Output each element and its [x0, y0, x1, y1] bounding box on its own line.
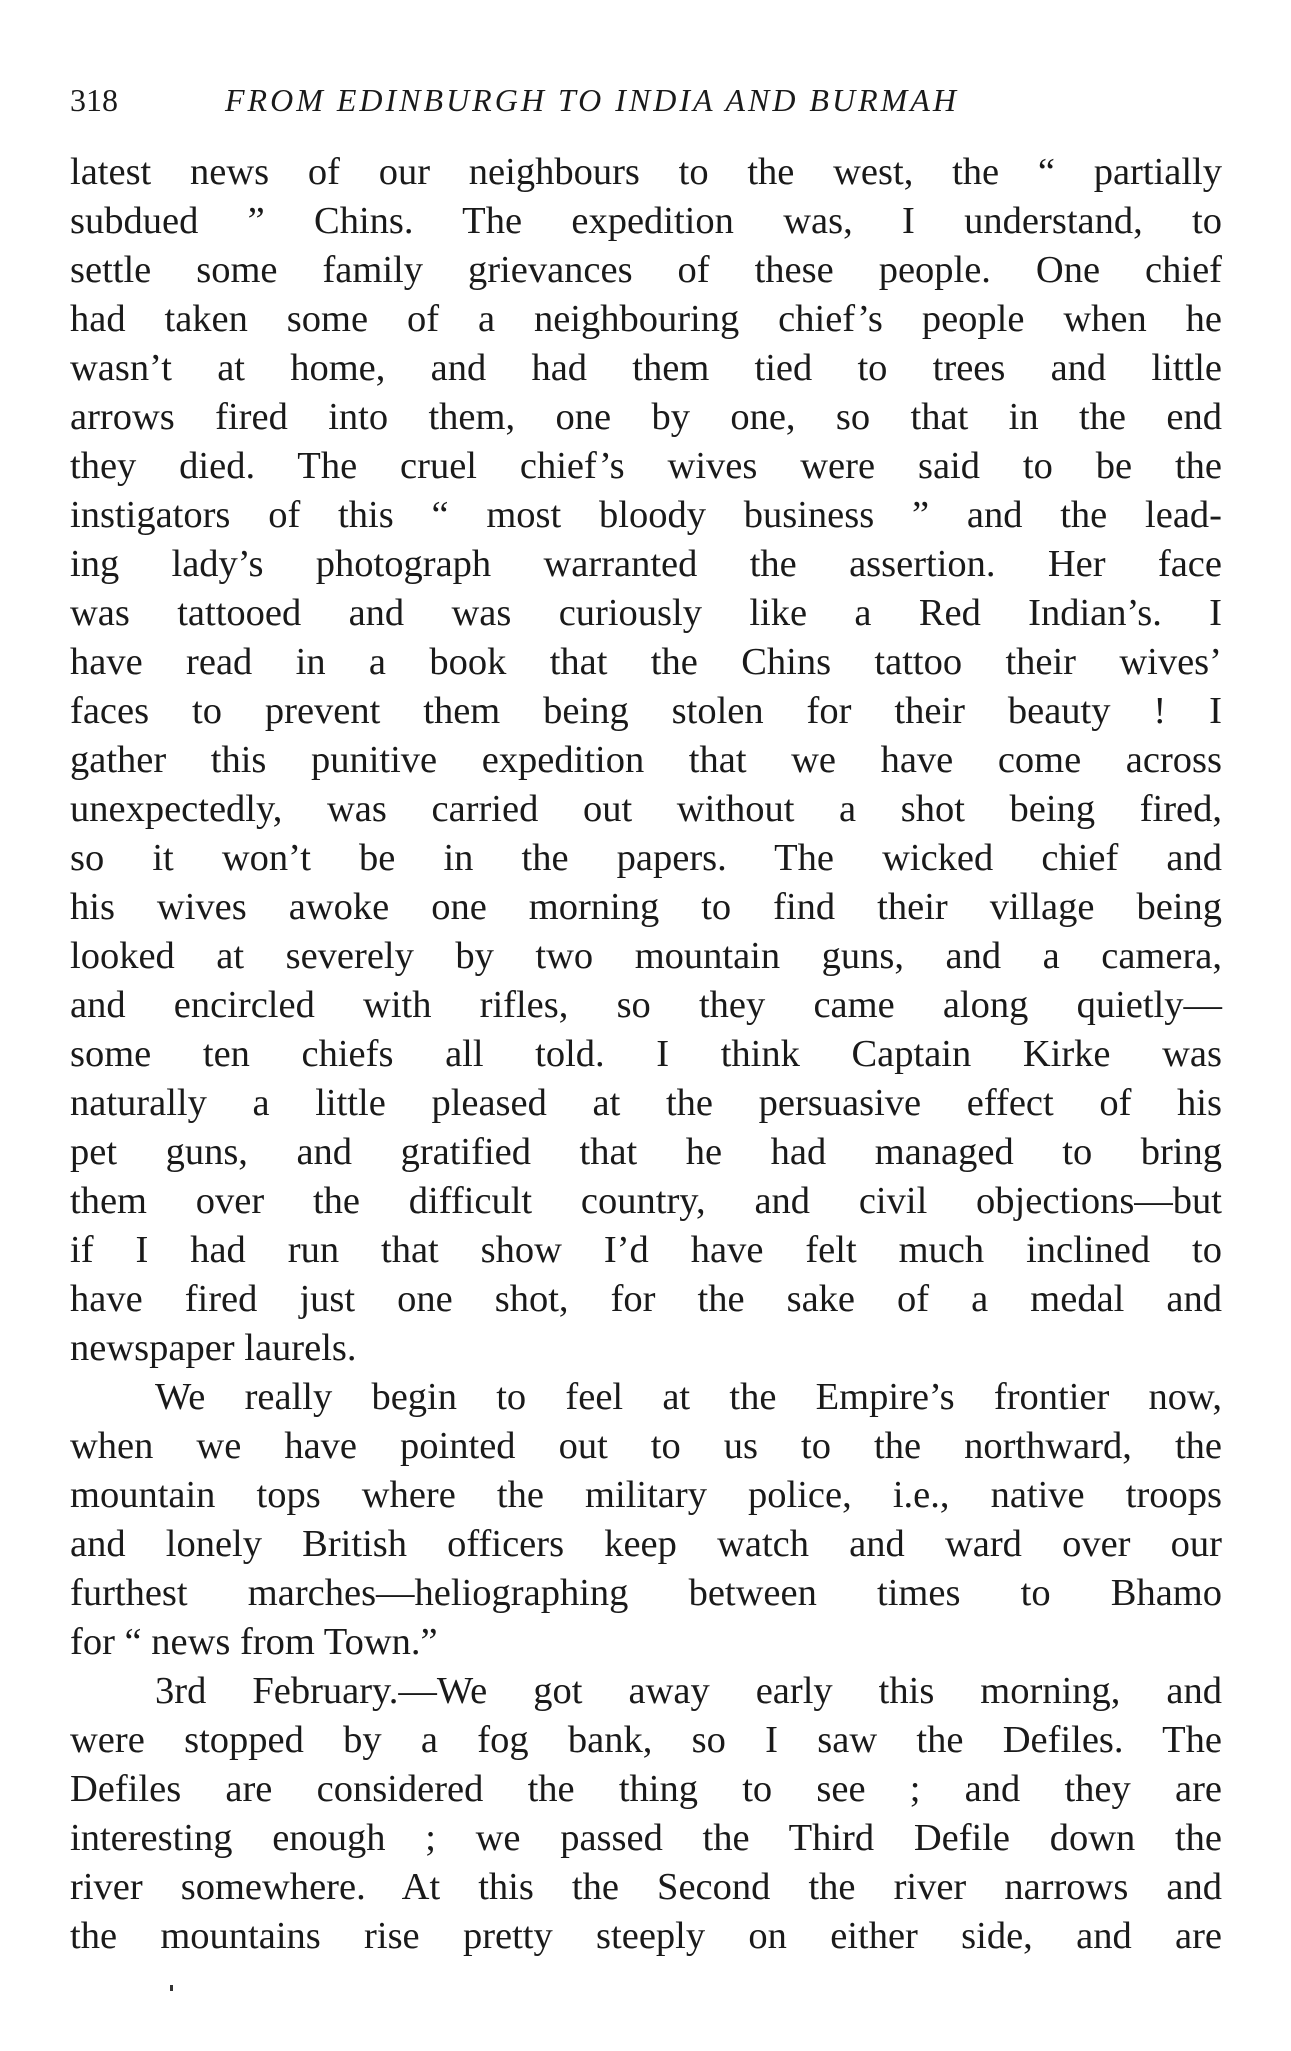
text-line: and lonely British officers keep watch and ward over our	[70, 1523, 1222, 1565]
text-line: river somewhere. At this the Second the river narrows and	[70, 1866, 1222, 1908]
text-line: gather this punitive expedition that we have come across	[70, 739, 1222, 781]
page-number: 318	[70, 82, 118, 118]
print-speck	[170, 1985, 173, 1991]
text-line: instigators of this “ most bloody business ” and the lead-	[70, 494, 1222, 536]
text-line: arrows fired into them, one by one, so that in the end	[70, 396, 1222, 438]
text-line: 3rd February.—We got away early this morning, and	[155, 1670, 1222, 1712]
text-line: them over the difficult country, and civil objections—but	[70, 1180, 1222, 1222]
text-line: was tattooed and was curiously like a Red Indian’s. I	[70, 592, 1222, 634]
text-line: interesting enough ; we passed the Third Defile down the	[70, 1817, 1222, 1859]
text-line: latest news of our neighbours to the west, the “ partially	[70, 151, 1222, 193]
text-line: and encircled with rifles, so they came along quietly—	[70, 984, 1222, 1026]
body-text	[70, 148, 1222, 1961]
text-line: have read in a book that the Chins tattoo their wives’	[70, 641, 1222, 683]
text-line: if I had run that show I’d have felt much inclined to	[70, 1229, 1222, 1271]
text-line: We really begin to feel at the Empire’s frontier now,	[155, 1376, 1222, 1418]
running-head	[70, 80, 1220, 120]
text-line: looked at severely by two mountain guns, and a camera,	[70, 935, 1222, 977]
text-line: were stopped by a fog bank, so I saw the Defiles. The	[70, 1719, 1222, 1761]
text-line: subdued ” Chins. The expedition was, I understand, to	[70, 200, 1222, 242]
text-line: settle some family grievances of these people. One chief	[70, 249, 1222, 291]
text-line: faces to prevent them being stolen for their beauty ! I	[70, 690, 1222, 732]
text-line: mountain tops where the military police, i.e., native troops	[70, 1474, 1222, 1516]
text-line: so it won’t be in the papers. The wicked chief and	[70, 837, 1222, 879]
text-line: furthest marches—heliographing between times to Bhamo	[70, 1572, 1222, 1614]
text-line: naturally a little pleased at the persuasive effect of his	[70, 1082, 1222, 1124]
text-line: ing lady’s photograph warranted the assertion. Her face	[70, 543, 1222, 585]
text-line: unexpectedly, was carried out without a shot being fired,	[70, 788, 1222, 830]
running-title: FROM EDINBURGH TO INDIA AND BURMAH	[225, 82, 959, 118]
text-line: when we have pointed out to us to the northward, the	[70, 1425, 1222, 1467]
text-line: some ten chiefs all told. I think Captain Kirke was	[70, 1033, 1222, 1075]
text-line: pet guns, and gratified that he had managed to bring	[70, 1131, 1222, 1173]
text-line: his wives awoke one morning to find their village being	[70, 886, 1222, 928]
text-line: newspaper laurels.	[70, 1327, 357, 1369]
text-line: the mountains rise pretty steeply on either side, and are	[70, 1915, 1222, 1957]
text-line: wasn’t at home, and had them tied to trees and little	[70, 347, 1222, 389]
text-line: for “ news from Town.”	[70, 1621, 438, 1663]
text-line: have fired just one shot, for the sake of a medal and	[70, 1278, 1222, 1320]
text-line: Defiles are considered the thing to see ; and they are	[70, 1768, 1222, 1810]
text-line: they died. The cruel chief’s wives were said to be the	[70, 445, 1222, 487]
text-line: had taken some of a neighbouring chief’s people when he	[70, 298, 1222, 340]
